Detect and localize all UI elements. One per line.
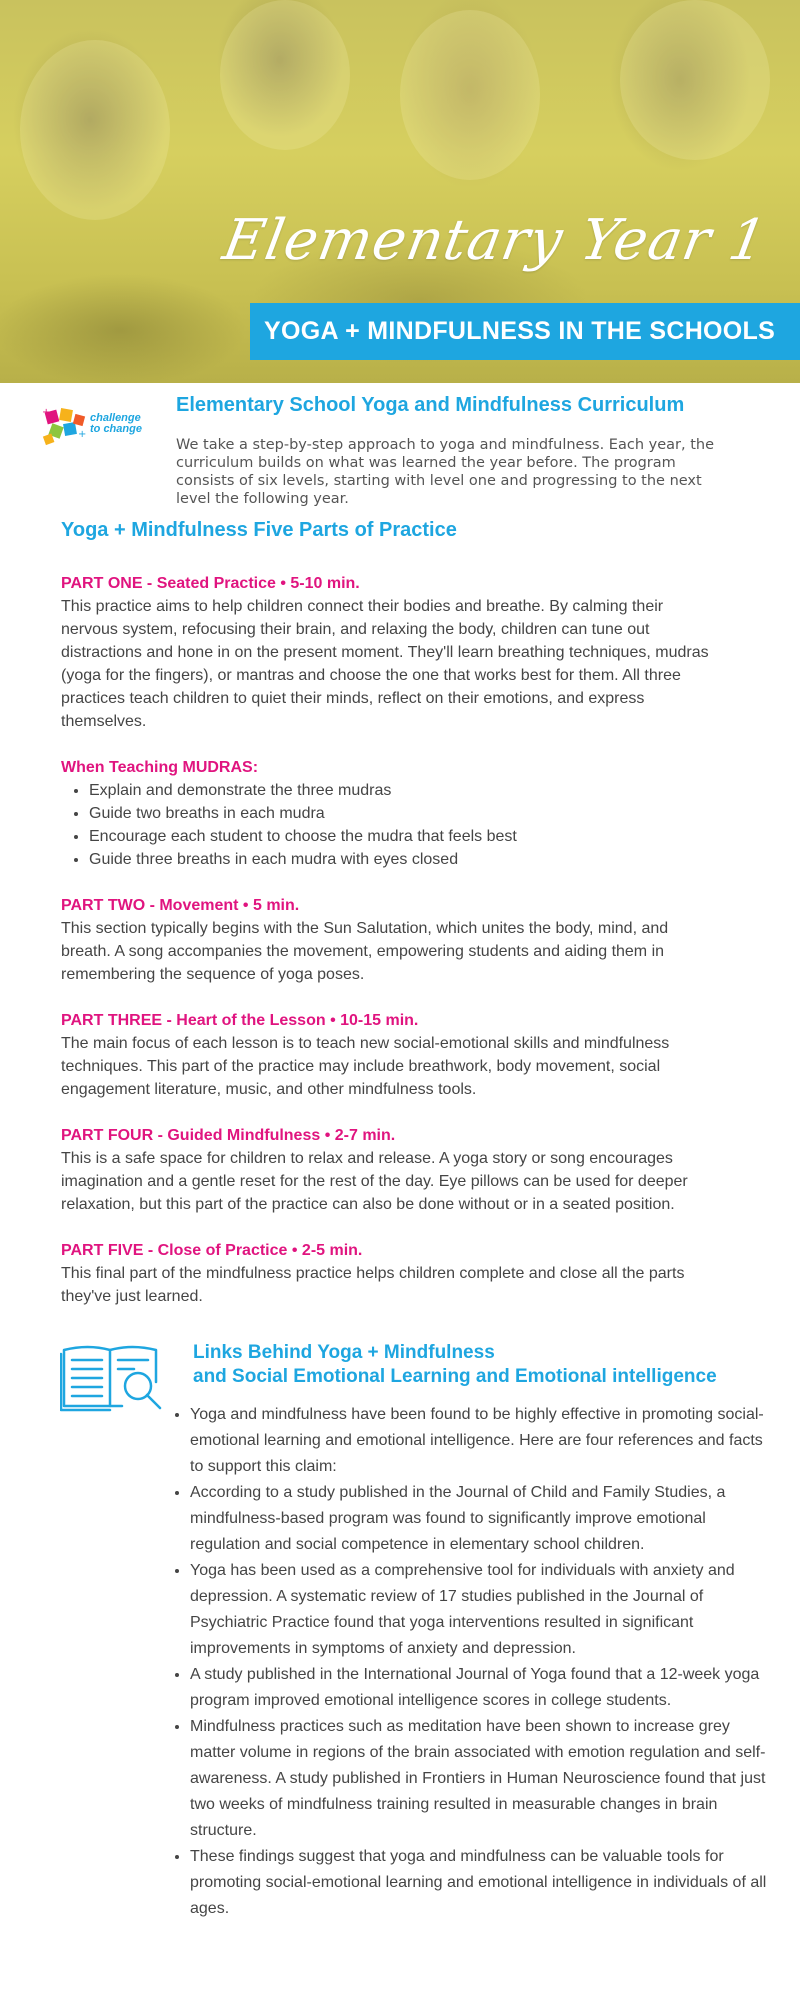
links-list-item: • Yoga and mindfulness have been found to be highly effective in promoting social-emotional learning and emotional intelligence. Here are four references and facts to support this claim:	[190, 1402, 770, 1480]
logo-line-2: to change	[90, 423, 142, 435]
part-four-body: This is a safe space for children to relax and release. A yoga story or song encourages imagination and a gentle reset for the rest of the day. Eye pillows can be used for deeper relaxation, but this part of the practice can also be done without or in a seated position.	[61, 1150, 688, 1213]
logo-wordmark	[90, 413, 142, 435]
part-two-body: This section typically begins with the Sun Salutation, which unites the body, mind, and breath. A song accompanies the movement, empowering students and aiding them in remembering the sequence of yoga poses.	[61, 920, 669, 983]
links-list-item: • Mindfulness practices such as meditation have been shown to increase grey matter volume in regions of the brain associated with emotion regulation and self-awareness. A study published in Frontiers in Human Neuroscience found that just two weeks of mindfulness training resulted in measurable changes in brain structure.	[190, 1714, 770, 1844]
hero-title-banner	[250, 303, 800, 360]
hero-banner-image	[0, 0, 800, 383]
mudras-heading: When Teaching MUDRAS:	[61, 759, 259, 776]
puzzle-pieces-logo-icon	[42, 405, 90, 450]
links-title	[193, 1341, 717, 1389]
photo-child-figure	[620, 0, 770, 160]
part-five-heading: PART FIVE - Close of Practice • 2-5 min.	[61, 1242, 363, 1259]
photo-child-figure	[20, 40, 170, 220]
logo-line-1: challenge	[90, 412, 141, 424]
mudras-list-item: • Guide two breaths in each mudra	[89, 802, 721, 825]
photo-child-figure	[400, 10, 540, 180]
links-list-item: • A study published in the International Journal of Yoga found that a 12-week yoga program improved emotional intelligence scores in college students.	[190, 1662, 770, 1714]
part-one-heading: PART ONE - Seated Practice • 5-10 min.	[61, 575, 360, 592]
links-list-item: • These findings suggest that yoga and mindfulness can be valuable tools for promoting social-emotional learning and emotional intelligence in individuals of all ages.	[190, 1844, 770, 1922]
curriculum-intro: We take a step-by-step approach to yoga and mindfulness. Each year, the curriculum builds on what was learned the year before. The program consists of six levels, starting with level one and progressing to the next level the following year.	[176, 437, 714, 507]
hero-script-title: Elementary Year 1	[218, 208, 772, 273]
hero-banner-text: YOGA + MINDFULNESS IN THE SCHOOLS	[264, 317, 776, 345]
photo-child-figure	[220, 0, 350, 150]
links-list	[162, 1402, 770, 1922]
part-five-body: This final part of the mindfulness practice helps children complete and close all the parts they've just learned.	[61, 1265, 685, 1305]
part-four-heading: PART FOUR - Guided Mindfulness • 2-7 min.	[61, 1127, 396, 1144]
open-book-magnifier-icon	[60, 1342, 165, 1414]
part-three-body: The main focus of each lesson is to teach new social-emotional skills and mindfulness techniques. This part of the practice may include breathwork, body movement, social engagement literature, music, and other mindfulness tools.	[61, 1035, 670, 1098]
mudras-list-item: • Guide three breaths in each mudra with eyes closed	[89, 848, 721, 871]
links-title-line-1: Links Behind Yoga + Mindfulness	[193, 1342, 495, 1363]
mudras-list-item: • Explain and demonstrate the three mudras	[89, 779, 721, 802]
five-parts-title: Yoga + Mindfulness Five Parts of Practice	[61, 519, 457, 541]
mudras-list	[61, 779, 721, 871]
practice-parts	[61, 572, 721, 1331]
links-list-item: • Yoga has been used as a comprehensive tool for individuals with anxiety and depression. A systematic review of 17 studies published in the Journal of Psychiatric Practice found that yoga interventions resulted in significant improvements in symptoms of anxiety and depression.	[190, 1558, 770, 1662]
part-two-heading: PART TWO - Movement • 5 min.	[61, 897, 300, 914]
part-three-heading: PART THREE - Heart of the Lesson • 10-15 min.	[61, 1012, 419, 1029]
svg-text:+: +	[78, 429, 87, 440]
links-title-line-2: and Social Emotional Learning and Emotional intelligence	[193, 1366, 717, 1387]
part-one-body: This practice aims to help children connect their bodies and breathe. By calming their nervous system, refocusing their brain, and relaxing the body, children can tune out distractions and hone in on the present moment. They'll learn breathing techniques, mudras (yoga for the fingers), or mantras and choose the one that works best for them. All three practices teach children to quiet their minds, reflect on their emotions, and express themselves.	[61, 598, 709, 730]
challenge-to-change-logo	[42, 405, 147, 450]
svg-text:+: +	[42, 407, 51, 418]
links-list-item: • According to a study published in the Journal of Child and Family Studies, a mindfulness-based program was found to significantly improve emotional regulation and social competence in elementary school children.	[190, 1480, 770, 1558]
curriculum-title: Elementary School Yoga and Mindfulness Curriculum	[176, 394, 685, 416]
mudras-list-item: • Encourage each student to choose the mudra that feels best	[89, 825, 721, 848]
